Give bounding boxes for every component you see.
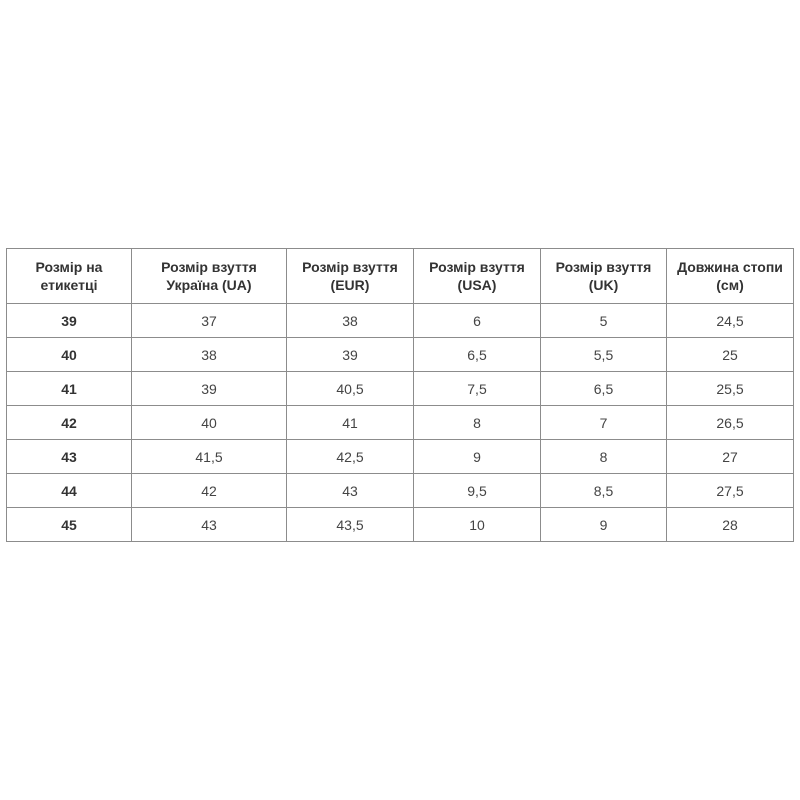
cell-foot-length: 25 [667,338,794,372]
cell-ua-size: 39 [132,372,287,406]
cell-uk-size: 8,5 [541,474,667,508]
cell-usa-size: 10 [414,508,541,542]
cell-ua-size: 43 [132,508,287,542]
table-body [7,304,794,542]
cell-usa-size: 8 [414,406,541,440]
cell-eur-size: 39 [287,338,414,372]
cell-eur-size: 41 [287,406,414,440]
header-eur-size: Розмір взуття (EUR) [287,249,414,304]
cell-ua-size: 40 [132,406,287,440]
cell-usa-size: 9,5 [414,474,541,508]
cell-label-size: 44 [7,474,132,508]
table-row [7,338,794,372]
header-label-size: Розмір на етикетці [7,249,132,304]
cell-ua-size: 41,5 [132,440,287,474]
cell-usa-size: 6,5 [414,338,541,372]
cell-foot-length: 27 [667,440,794,474]
header-foot-length: Довжина стопи (см) [667,249,794,304]
cell-usa-size: 7,5 [414,372,541,406]
cell-eur-size: 38 [287,304,414,338]
header-usa-size: Розмір взуття (USA) [414,249,541,304]
cell-uk-size: 5,5 [541,338,667,372]
cell-label-size: 43 [7,440,132,474]
cell-label-size: 42 [7,406,132,440]
cell-label-size: 40 [7,338,132,372]
table-row [7,372,794,406]
cell-foot-length: 25,5 [667,372,794,406]
cell-label-size: 39 [7,304,132,338]
cell-uk-size: 5 [541,304,667,338]
cell-foot-length: 27,5 [667,474,794,508]
table-row [7,508,794,542]
cell-foot-length: 24,5 [667,304,794,338]
cell-eur-size: 42,5 [287,440,414,474]
cell-uk-size: 9 [541,508,667,542]
header-uk-size: Розмір взуття (UK) [541,249,667,304]
cell-usa-size: 9 [414,440,541,474]
cell-ua-size: 38 [132,338,287,372]
cell-eur-size: 40,5 [287,372,414,406]
table-header [7,249,794,304]
table-row [7,304,794,338]
table-row [7,474,794,508]
cell-label-size: 41 [7,372,132,406]
cell-foot-length: 28 [667,508,794,542]
cell-ua-size: 42 [132,474,287,508]
cell-usa-size: 6 [414,304,541,338]
cell-eur-size: 43 [287,474,414,508]
header-ua-size: Розмір взуття Україна (UA) [132,249,287,304]
table-row [7,440,794,474]
header-row [7,249,794,304]
cell-uk-size: 8 [541,440,667,474]
cell-uk-size: 7 [541,406,667,440]
size-chart-table [6,248,794,542]
cell-uk-size: 6,5 [541,372,667,406]
cell-ua-size: 37 [132,304,287,338]
cell-foot-length: 26,5 [667,406,794,440]
table-row [7,406,794,440]
cell-eur-size: 43,5 [287,508,414,542]
cell-label-size: 45 [7,508,132,542]
